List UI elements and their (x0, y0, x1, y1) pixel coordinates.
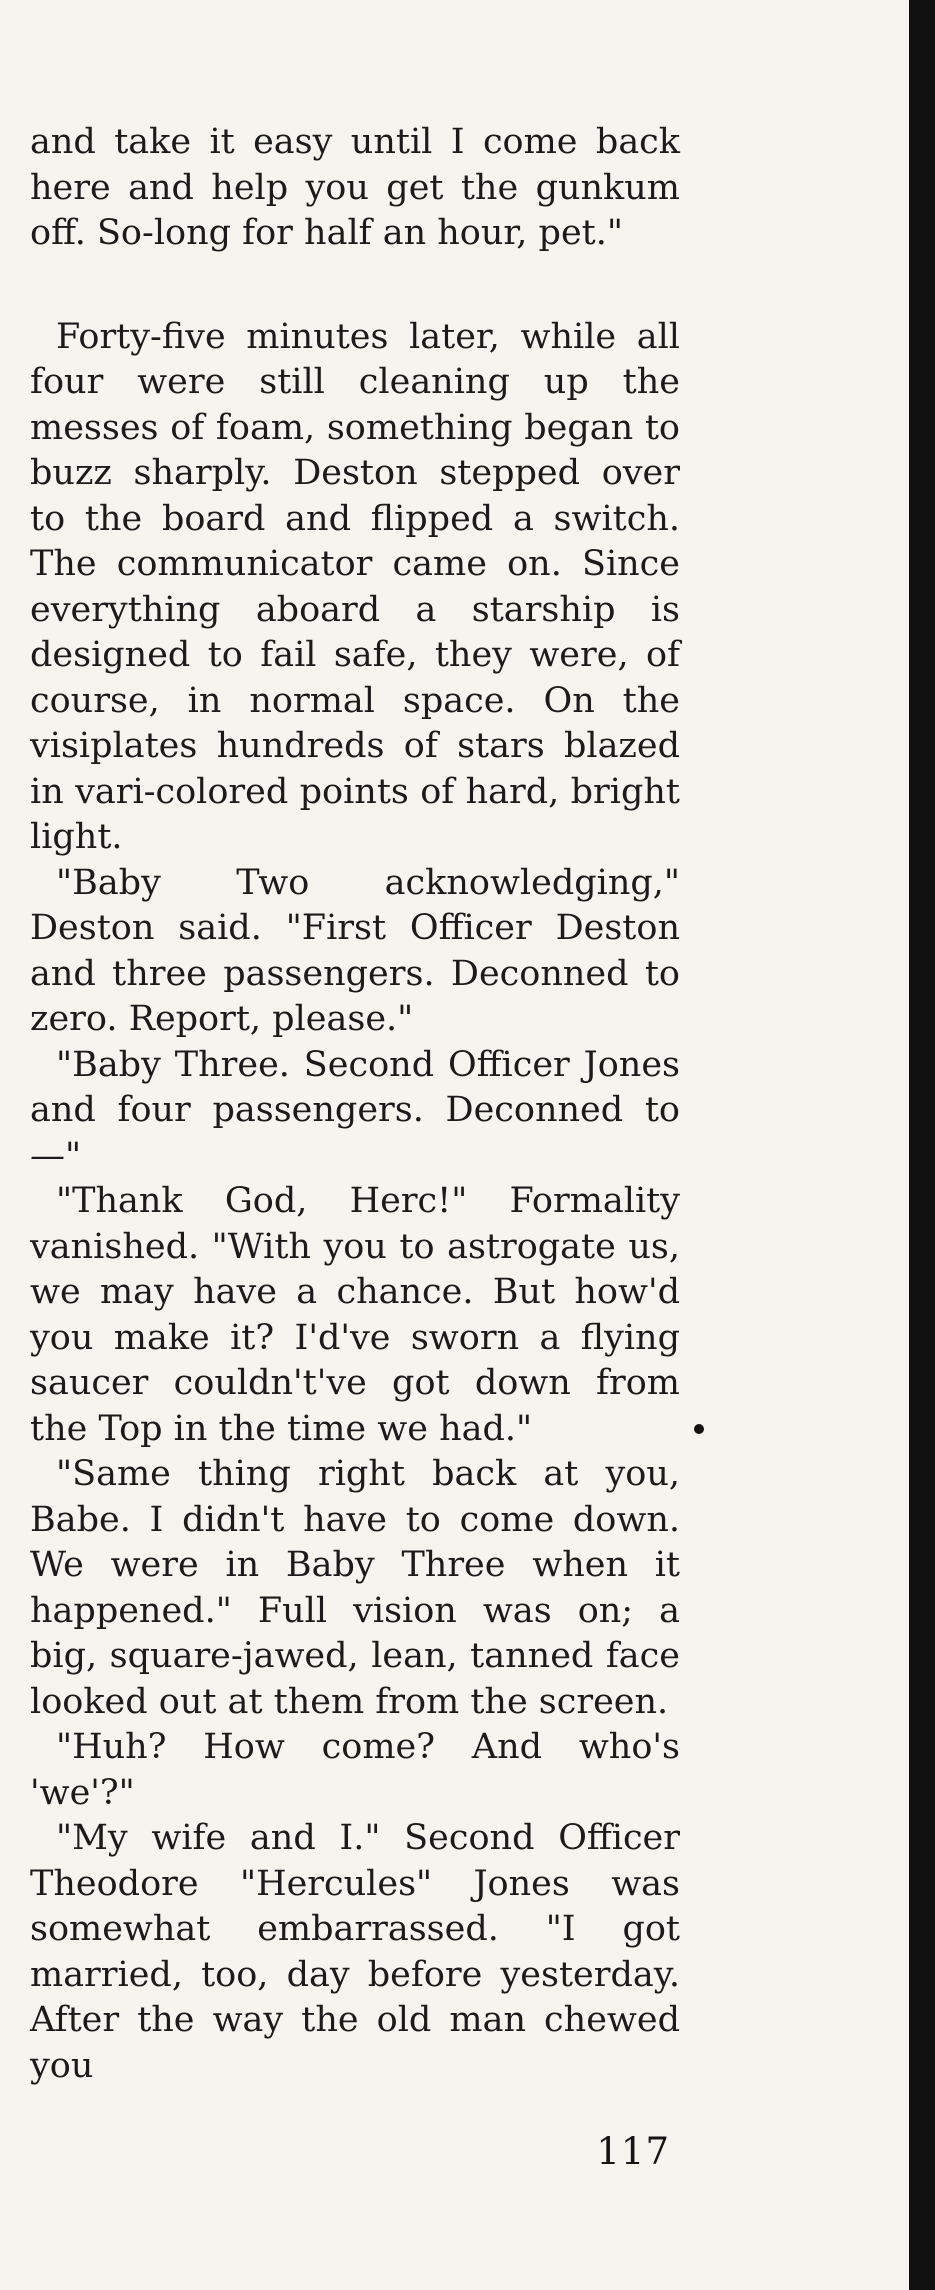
paragraph-6: "Same thing right back at you, Babe. I didn't have to come down. We were in Baby Three when it happened." Full vision was on; a big, square-jawed, lean, tanned face looked out at them from the screen. (30, 1454, 680, 1722)
body-text (30, 120, 680, 2089)
paragraph-2: Forty-five minutes later, while all four were still cleaning up the messes of foam, something began to buzz sharply. Deston stepped over to the board and flipped a switch. The communicator came on. Since everything aboard a starship is designed to fail safe, they were, of course, in normal space. On the visiplates hundreds of stars blazed in vari-colored points of hard, bright light. (30, 316, 680, 857)
page-number: 117 (596, 2130, 670, 2173)
binding-shadow (909, 0, 935, 2290)
paragraph-1: and take it easy until I come back here and help you get the gunkum off. So-long for half an hour, pet." (30, 122, 680, 253)
paragraph-7: "Huh? How come? And who's 'we'?" (30, 1727, 680, 1813)
paragraph-3: "Baby Two acknowledging," Deston said. "First Officer Deston and three passengers. Deconned to zero. Report, please." (30, 862, 680, 1039)
paragraph-8: "My wife and I." Second Officer Theodore "Hercules" Jones was somewhat embarrassed. "I got married, too, day before yesterday. After the way the old man chewed you (30, 1818, 680, 2086)
paragraph-4: "Baby Three. Second Officer Jones and four passengers. Deconned to—" (30, 1044, 680, 1176)
paragraph-5: "Thank God, Herc!" Formality vanished. "With you to astrogate us, we may have a chance. But how'd you make it? I'd've sworn a flying saucer couldn't've got down from the Top in the time we had." (30, 1181, 680, 1449)
ink-spot (694, 1424, 704, 1434)
